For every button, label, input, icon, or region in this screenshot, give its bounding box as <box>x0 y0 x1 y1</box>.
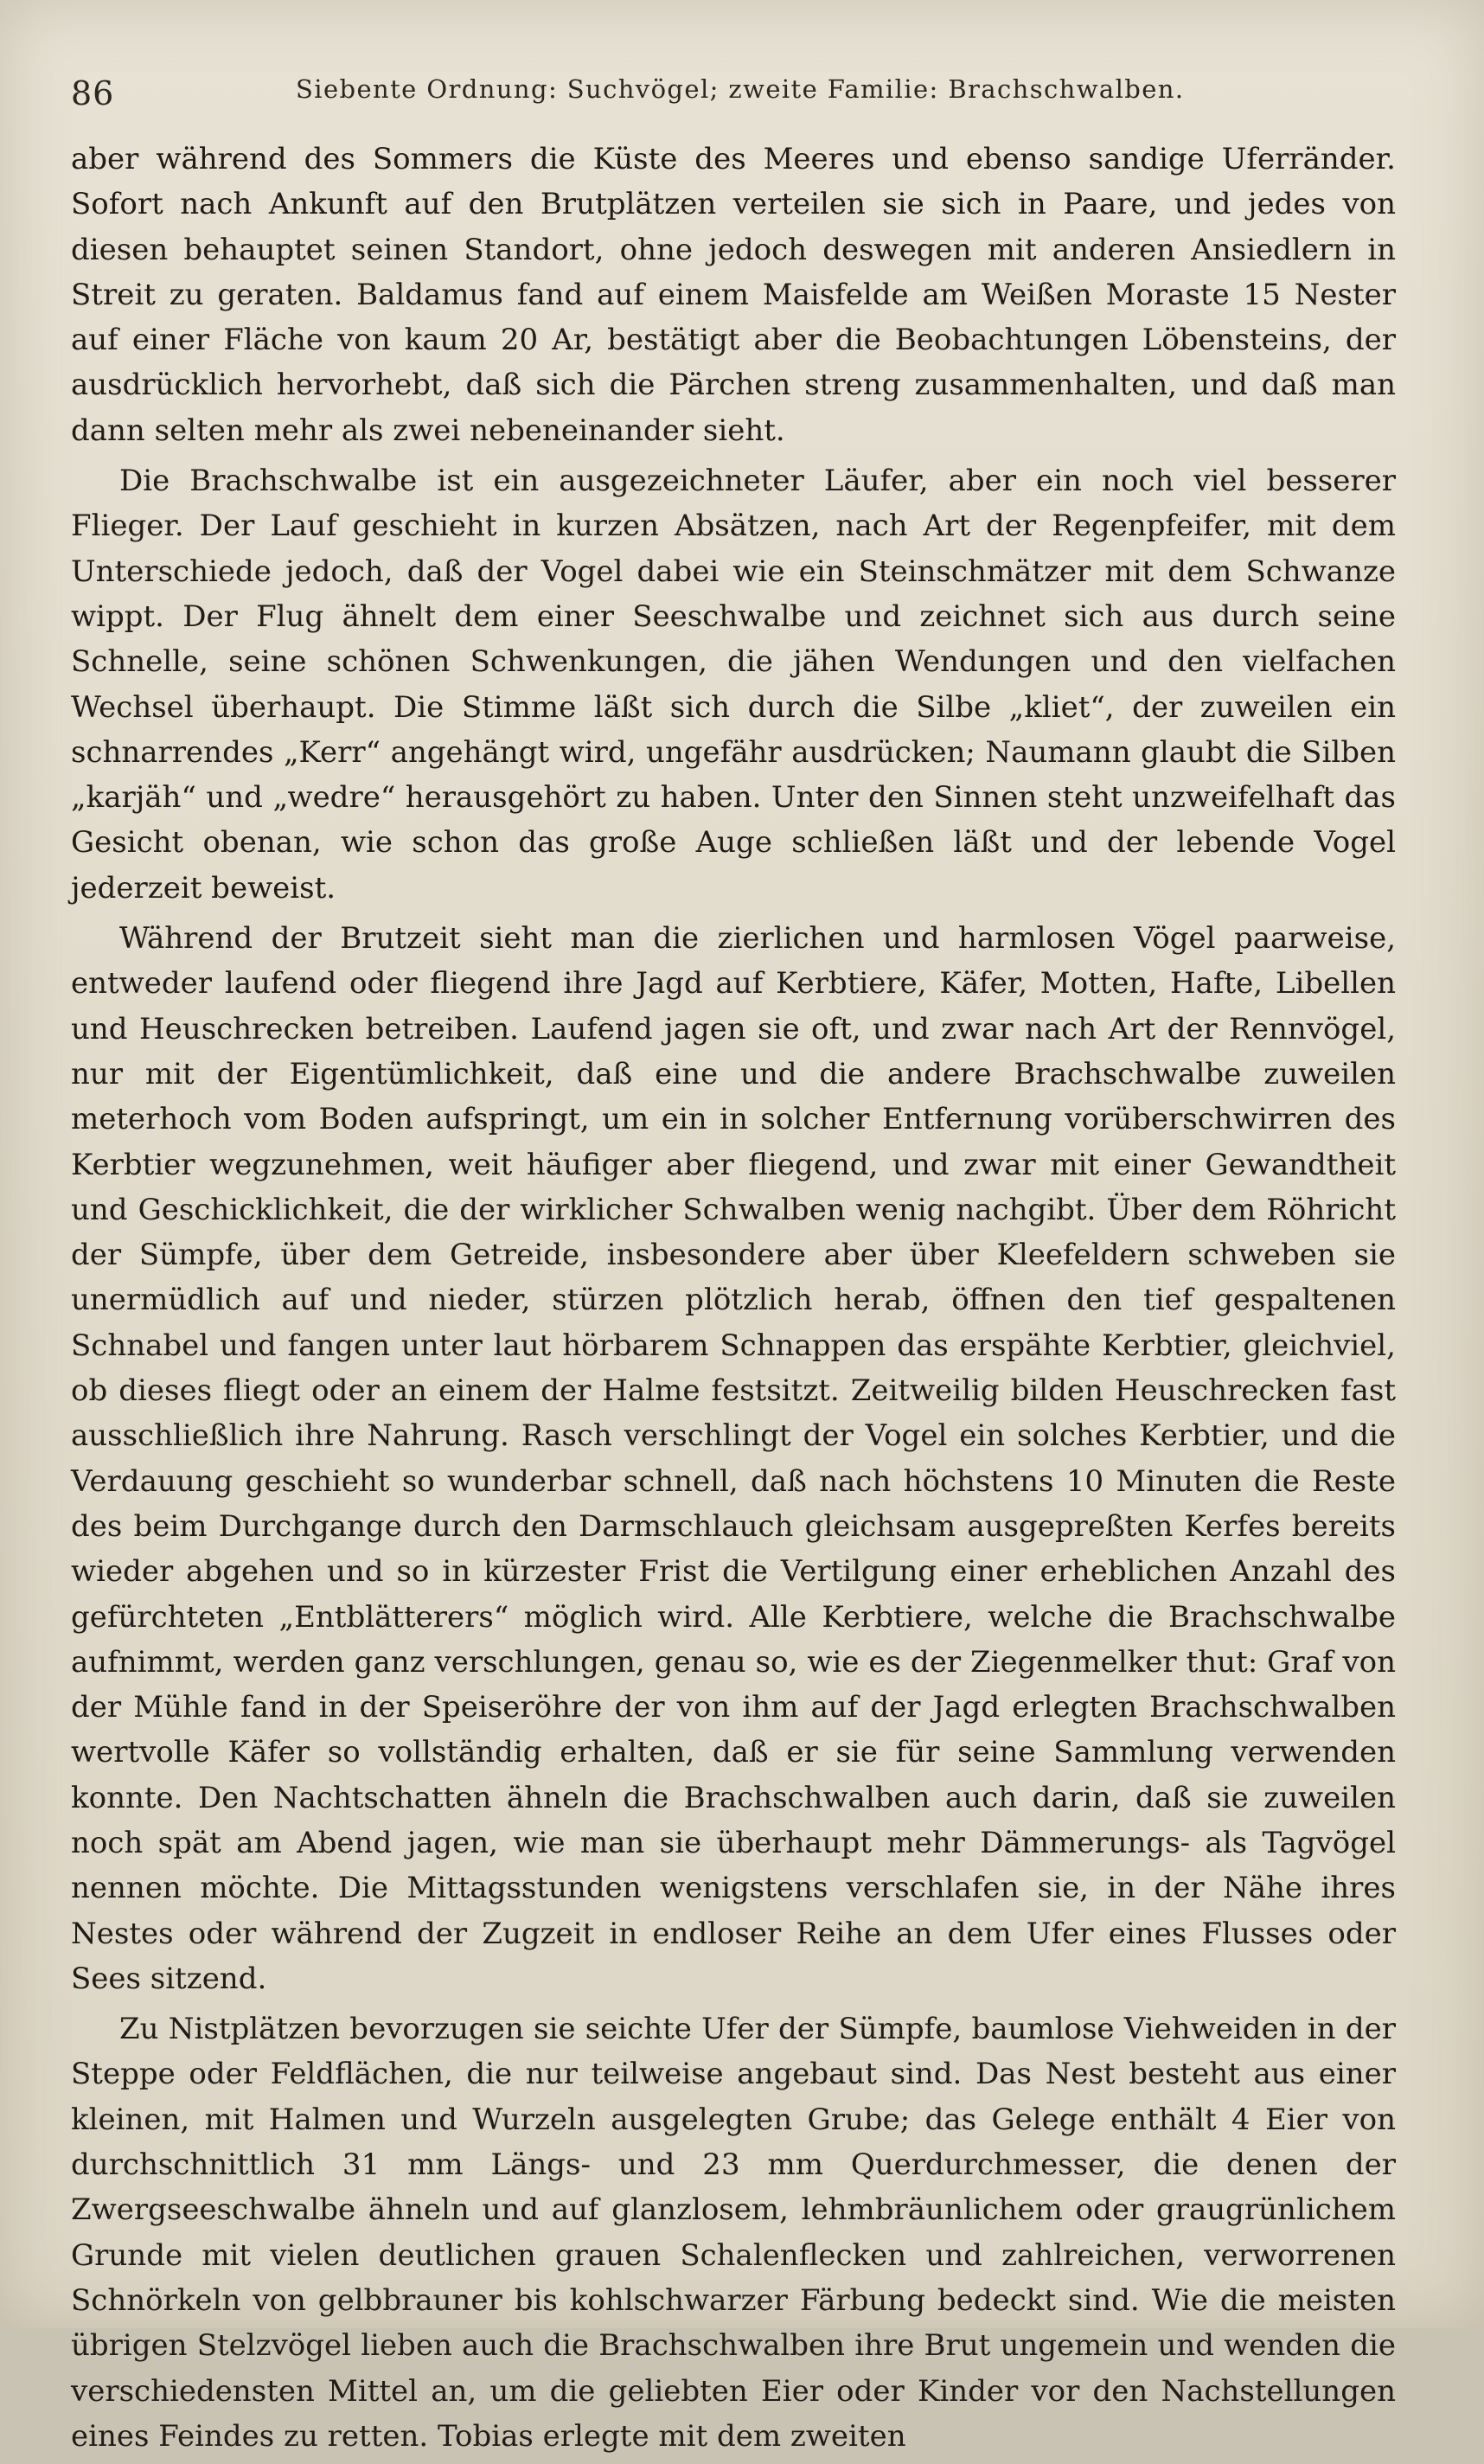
page-header <box>71 66 1403 118</box>
running-head: Siebente Ordnung: Suchvögel; zweite Familie: Brachschwalben. <box>296 74 1185 104</box>
body-text <box>71 137 1396 2464</box>
paragraph: Zu Nistplätzen bevorzugen sie seichte Ufer der Sümpfe, baumlose Viehweiden in der Steppe oder Feldflächen, die nur teilweise angebaut sind. Das Nest besteht aus einer kleinen, mit Halmen und Wurzeln ausgelegten Grube; das Gelege enthält 4 Eier von durchschnittlich 31 mm Längs- und 23 mm Querdurchmesser, die denen der Zwergseeschwalbe ähneln und auf glanzlosem, lehmbräunlichem oder graugrünlichem Grunde mit vielen deutlichen grauen Schalenflecken und zahlreichen, verworrenen Schnörkeln von gelbbrauner bis kohlschwarzer Färbung bedeckt sind. Wie die meisten übrigen Stelzvögel lieben auch die Brachschwalben ihre Brut ungemein und wenden die verschiedensten Mittel an, um die geliebten Eier oder Kinder vor den Nachstellungen eines Feindes zu retten. Tobias erlegte mit dem zweiten <box>71 2012 1396 2454</box>
paragraph: Die Brachschwalbe ist ein ausgezeichneter Läufer, aber ein noch viel besserer Flieger. Der Lauf geschieht in kurzen Absätzen, nach Art der Regenpfeifer, mit dem Unterschiede jedoch, daß der Vogel dabei wie ein Steinschmätzer mit dem Schwanze wippt. Der Flug ähnelt dem einer Seeschwalbe und zeichnet sich aus durch seine Schnelle, seine schönen Schwenkungen, die jähen Wendungen und den vielfachen Wechsel überhaupt. Die Stimme läßt sich durch die Silbe „kliet“, der zuweilen ein schnarrendes „Kerr“ angehängt wird, ungefähr ausdrücken; Naumann glaubt die Silben „karjäh“ und „wedre“ herausgehört zu haben. Unter den Sinnen steht unzweifelhaft das Gesicht obenan, wie schon das große Auge schließen läßt und der lebende Vogel jederzeit beweist. <box>71 464 1396 906</box>
page-number: 86 <box>71 74 115 112</box>
paragraph: Während der Brutzeit sieht man die zierlichen und harmlosen Vögel paarweise, entweder laufend oder fliegend ihre Jagd auf Kerbtiere, Käfer, Motten, Hafte, Libellen und Heuschrecken betreiben. Laufend jagen sie oft, und zwar nach Art der Rennvögel, nur mit der Eigentümlichkeit, daß eine und die andere Brachschwalbe zuweilen meterhoch vom Boden aufspringt, um ein in solcher Entfernung vorüberschwirren des Kerbtier wegzunehmen, weit häufiger aber fliegend, und zwar mit einer Gewandtheit und Geschicklichkeit, die der wirklicher Schwalben wenig nachgibt. Über dem Röhricht der Sümpfe, über dem Getreide, insbesondere aber über Kleefeldern schweben sie unermüdlich auf und nieder, stürzen plötzlich herab, öffnen den tief gespaltenen Schnabel und fangen unter laut hörbarem Schnappen das erspähte Kerbtier, gleichviel, ob dieses fliegt oder an einem der Halme festsitzt. Zeitweilig bilden Heuschrecken fast ausschließlich ihre Nahrung. Rasch verschlingt der Vogel ein solches Kerbtier, und die Verdauung geschieht so wunderbar schnell, daß nach höchstens 10 Minuten die Reste des beim Durchgange durch den Darmschlauch gleichsam ausgepreßten Kerfes bereits wieder abgehen und so in kürzester Frist die Vertilgung einer erheblichen Anzahl des gefürchteten „Entblätterers“ möglich wird. Alle Kerbtiere, welche die Brachschwalbe aufnimmt, werden ganz verschlungen, genau so, wie es der Ziegenmelker thut: Graf von der Mühle fand in der Speiseröhre der von ihm auf der Jagd erlegten Brachschwalben wertvolle Käfer so vollständig erhalten, daß er sie für seine Sammlung verwenden konnte. Den Nachtschatten ähneln die Brachschwalben auch darin, daß sie zuweilen noch spät am Abend jagen, wie man sie überhaupt mehr Dämmerungs- als Tagvögel nennen möchte. Die Mittagsstunden wenigstens verschlafen sie, in der Nähe ihres Nestes oder während der Zugzeit in endloser Reihe an dem Ufer eines Flusses oder Sees sitzend. <box>71 921 1396 1996</box>
paragraph: aber während des Sommers die Küste des Meeres und ebenso sandige Uferränder. Sofort nach Ankunft auf den Brutplätzen verteilen sie sich in Paare, und jedes von diesen behauptet seinen Standort, ohne jedoch deswegen mit anderen Ansiedlern in Streit zu geraten. Baldamus fand auf einem Maisfelde am Weißen Moraste 15 Nester auf einer Fläche von kaum 20 Ar, bestätigt aber die Beobachtungen Löbensteins, der ausdrücklich hervorhebt, daß sich die Pärchen streng zusammenhalten, und daß man dann selten mehr als zwei nebeneinander sieht. <box>71 142 1396 448</box>
